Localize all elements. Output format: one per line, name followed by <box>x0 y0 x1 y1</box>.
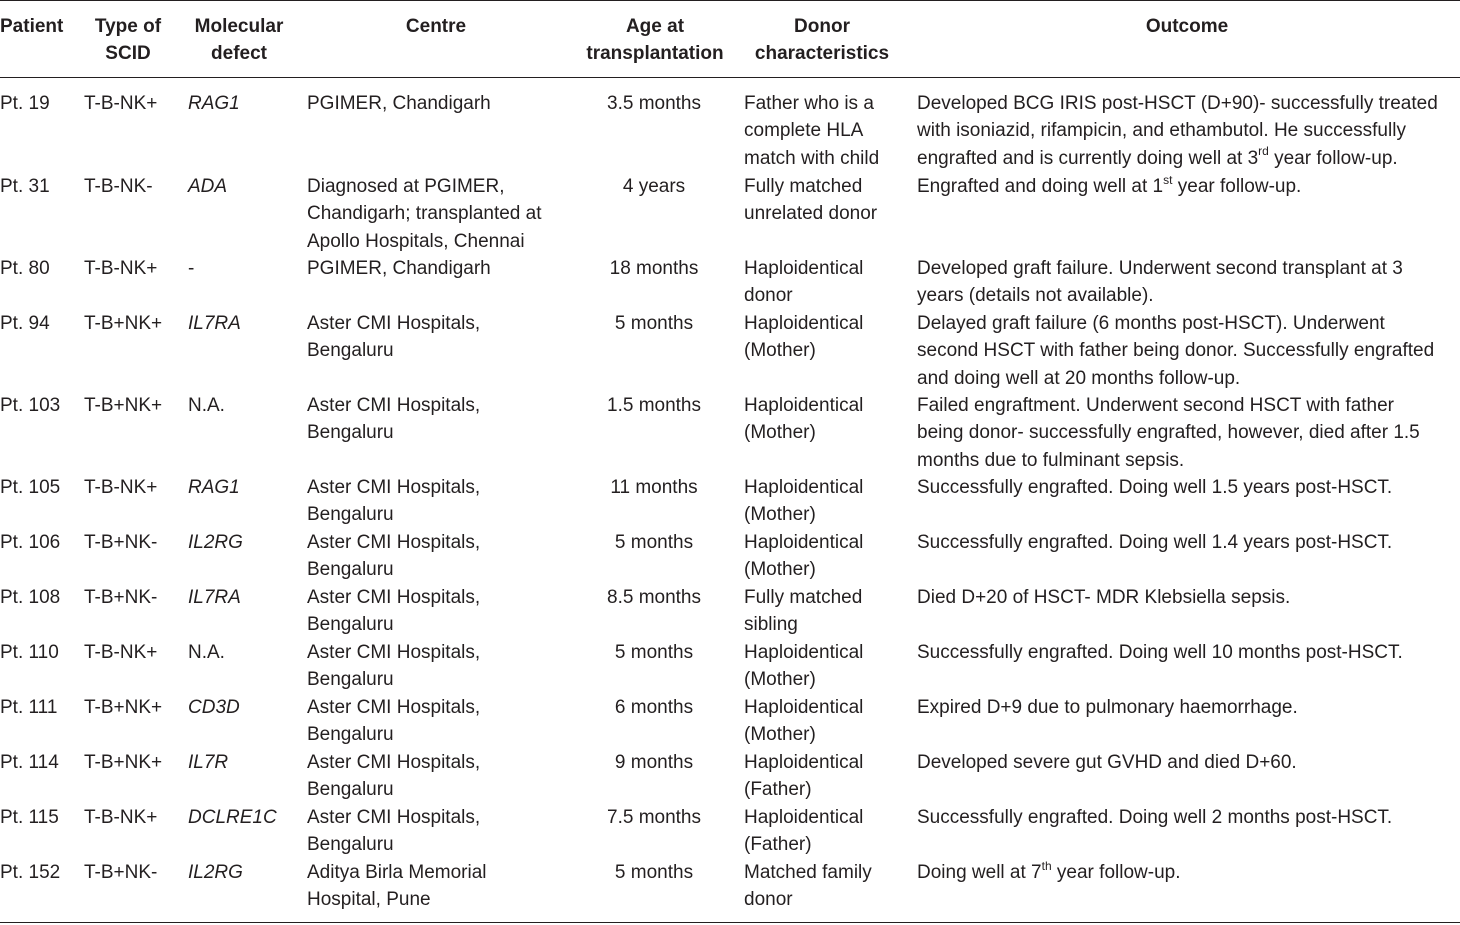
centre-cell-line: Bengaluru <box>307 724 394 746</box>
donor-cell-line: complete HLA <box>744 120 864 142</box>
molecular-defect-cell: RAG1 <box>188 477 240 498</box>
outcome-cell-line: being donor- successfully engrafted, however, died after 1.5 <box>917 422 1420 444</box>
centre-cell <box>307 173 542 255</box>
header-rule <box>0 77 1460 78</box>
header-donor-line: Donor <box>794 16 850 37</box>
outcome-cell-superscript: rd <box>1258 144 1269 159</box>
age-cell: 9 months <box>614 752 694 773</box>
outcome-cell <box>917 529 1392 556</box>
centre-cell-line: Aster CMI Hospitals, <box>307 587 481 608</box>
donor-cell <box>744 694 863 749</box>
donor-cell <box>744 584 862 639</box>
centre-cell-line: PGIMER, Chandigarh <box>307 258 491 279</box>
molecular-defect-cell: N.A. <box>188 642 225 663</box>
patient-cell: Pt. 106 <box>0 532 61 553</box>
donor-cell-line: Haploidentical <box>744 697 864 718</box>
header-type <box>91 13 165 68</box>
donor-cell-line: (Mother) <box>744 559 816 581</box>
outcome-cell-line: with isoniazid, rifampicin, and ethambutol. He successfully <box>917 120 1406 142</box>
outcome-cell-line: Expired D+9 due to pulmonary haemorrhage. <box>917 697 1298 718</box>
centre-cell-line: Aster CMI Hospitals, <box>307 807 481 828</box>
patient-cell: Pt. 94 <box>0 313 50 334</box>
molecular-defect-cell: - <box>188 258 195 279</box>
outcome-cell-line <box>917 859 1180 886</box>
scid-type-cell: T-B+NK+ <box>84 395 163 416</box>
donor-cell-line: sibling <box>744 614 798 636</box>
header-centre-line: Centre <box>405 16 467 37</box>
outcome-cell <box>917 255 1403 310</box>
outcome-cell-line: Successfully engrafted. Doing well 2 months post-HSCT. <box>917 807 1393 828</box>
donor-cell-line: (Mother) <box>744 340 816 362</box>
patient-cell: Pt. 110 <box>0 642 59 663</box>
donor-cell <box>744 749 863 804</box>
molecular-defect-cell: IL2RG <box>188 862 243 883</box>
donor-cell <box>744 90 879 172</box>
outcome-cell-line: and doing well at 20 months follow-up. <box>917 367 1241 389</box>
header-outcome-line: Outcome <box>1145 16 1229 37</box>
centre-cell-line: Bengaluru <box>307 559 394 581</box>
centre-cell <box>307 392 480 447</box>
donor-cell-line: match with child <box>744 147 880 169</box>
outcome-cell-line: Delayed graft failure (6 months post-HSCT). Underwent <box>917 313 1385 334</box>
patient-cell: Pt. 108 <box>0 587 61 608</box>
centre-cell-line: Bengaluru <box>307 834 394 856</box>
centre-cell-line: Aster CMI Hospitals, <box>307 395 481 416</box>
header-donor <box>744 13 900 68</box>
outcome-cell <box>917 694 1298 721</box>
outcome-cell <box>917 804 1392 831</box>
outcome-cell-line: Successfully engrafted. Doing well 1.5 years post-HSCT. <box>917 477 1393 498</box>
donor-cell <box>744 173 877 228</box>
centre-cell <box>307 474 480 529</box>
donor-cell-line: Fully matched <box>744 176 863 197</box>
age-cell: 18 months <box>609 258 699 279</box>
centre-cell <box>307 529 480 584</box>
donor-cell-line: Haploidentical <box>744 532 864 553</box>
outcome-cell-line: Developed severe gut GVHD and died D+60. <box>917 752 1297 773</box>
outcome-cell-line: Successfully engrafted. Doing well 1.4 years post-HSCT. <box>917 532 1393 553</box>
donor-cell-line: Matched family <box>744 862 872 883</box>
header-age-line: Age at <box>625 16 685 37</box>
header-age-line: transplantation <box>586 43 724 65</box>
age-cell: 11 months <box>610 477 698 498</box>
centre-cell-line: Bengaluru <box>307 340 394 362</box>
header-outcome <box>917 13 1457 40</box>
outcome-cell-line: Died D+20 of HSCT- MDR Klebsiella sepsis. <box>917 587 1291 608</box>
outcome-cell-text: year follow-up. <box>1051 862 1181 883</box>
outcome-cell-line <box>917 145 1438 172</box>
molecular-defect-cell: CD3D <box>188 697 240 718</box>
patient-cell: Pt. 105 <box>0 477 61 498</box>
centre-cell-line: Bengaluru <box>307 779 394 801</box>
outcome-cell <box>917 392 1420 474</box>
donor-cell-line: (Mother) <box>744 669 816 691</box>
centre-cell-line: Chandigarh; transplanted at <box>307 203 542 225</box>
outcome-cell-line: months due to fulminant sepsis. <box>917 449 1185 471</box>
scid-type-cell: T-B+NK- <box>84 862 158 883</box>
patient-cell: Pt. 103 <box>0 395 61 416</box>
donor-cell-line: unrelated donor <box>744 203 878 225</box>
patient-cell: Pt. 114 <box>0 752 59 773</box>
centre-cell-line: Hospital, Pune <box>307 889 431 911</box>
outcome-cell-superscript: th <box>1041 858 1052 873</box>
donor-cell-line: (Father) <box>744 834 812 856</box>
centre-cell-line: Bengaluru <box>307 669 394 691</box>
outcome-cell <box>917 584 1290 611</box>
centre-cell <box>307 90 491 117</box>
age-cell: 3.5 months <box>607 93 701 114</box>
age-cell: 5 months <box>614 862 694 883</box>
donor-cell-line: (Mother) <box>744 724 816 746</box>
outcome-cell-text: engrafted and is currently doing well at 3 <box>917 147 1259 169</box>
outcome-cell-line: Developed graft failure. Underwent second transplant at 3 <box>917 258 1403 279</box>
header-type-line: SCID <box>105 43 151 65</box>
donor-cell-line: Haploidentical <box>744 313 864 334</box>
molecular-defect-cell: IL7RA <box>188 587 241 608</box>
scid-type-cell: T-B+NK+ <box>84 313 163 334</box>
donor-cell <box>744 859 872 914</box>
scid-type-cell: T-B+NK+ <box>84 697 163 718</box>
outcome-cell-text: year follow-up. <box>1172 176 1302 197</box>
donor-cell-line: Father who is a <box>744 93 874 114</box>
outcome-cell-text: Doing well at 7 <box>917 862 1042 883</box>
header-age <box>580 13 730 68</box>
outcome-cell <box>917 639 1403 666</box>
centre-cell <box>307 749 480 804</box>
outcome-cell <box>917 90 1438 172</box>
centre-cell-line: Aster CMI Hospitals, <box>307 313 481 334</box>
scid-type-cell: T-B-NK+ <box>84 477 158 498</box>
donor-cell-line: Haploidentical <box>744 807 864 828</box>
donor-cell-line: (Mother) <box>744 504 816 526</box>
header-centre <box>307 13 565 40</box>
centre-cell-line: Bengaluru <box>307 504 394 526</box>
donor-cell-line: donor <box>744 889 793 911</box>
centre-cell <box>307 639 480 694</box>
donor-cell <box>744 392 863 447</box>
header-molecular-line: Molecular <box>194 16 284 37</box>
header-patient <box>0 13 63 40</box>
age-cell: 7.5 months <box>607 807 701 828</box>
centre-cell-line: Aster CMI Hospitals, <box>307 752 481 773</box>
centre-cell <box>307 584 480 639</box>
outcome-cell-line: Failed engraftment. Underwent second HSCT with father <box>917 395 1394 416</box>
scid-type-cell: T-B-NK+ <box>84 642 158 663</box>
header-patient-line: Patient <box>0 16 64 37</box>
outcome-cell <box>917 310 1434 392</box>
patient-cell: Pt. 111 <box>0 697 58 718</box>
age-cell: 5 months <box>614 313 694 334</box>
top-rule <box>0 0 1460 1</box>
outcome-cell-superscript: st <box>1163 172 1173 187</box>
header-type-line: Type of <box>94 16 162 37</box>
patient-cell: Pt. 19 <box>0 93 50 114</box>
age-cell: 5 months <box>614 532 694 553</box>
scid-type-cell: T-B+NK- <box>84 532 158 553</box>
donor-cell-line: Haploidentical <box>744 642 864 663</box>
outcome-cell-line: second HSCT with father being donor. Successfully engrafted <box>917 340 1435 362</box>
patient-cell: Pt. 152 <box>0 862 61 883</box>
centre-cell <box>307 694 480 749</box>
scid-type-cell: T-B+NK+ <box>84 752 163 773</box>
donor-cell-line: (Mother) <box>744 422 816 444</box>
centre-cell-line: PGIMER, Chandigarh <box>307 93 491 114</box>
molecular-defect-cell: IL7RA <box>188 313 241 334</box>
age-cell: 8.5 months <box>607 587 701 608</box>
bottom-rule <box>0 922 1460 923</box>
patient-cell: Pt. 31 <box>0 176 50 197</box>
donor-cell-line: (Father) <box>744 779 812 801</box>
age-cell: 5 months <box>614 642 694 663</box>
donor-cell <box>744 310 863 365</box>
outcome-cell-line: Successfully engrafted. Doing well 10 months post-HSCT. <box>917 642 1403 663</box>
age-cell: 6 months <box>614 697 694 718</box>
outcome-cell <box>917 173 1301 200</box>
outcome-cell-line: years (details not available). <box>917 285 1154 307</box>
header-molecular-line: defect <box>211 43 267 65</box>
outcome-cell <box>917 474 1392 501</box>
outcome-cell-line <box>917 173 1301 200</box>
donor-cell-line: Haploidentical <box>744 395 864 416</box>
donor-cell <box>744 529 863 584</box>
centre-cell-line: Aster CMI Hospitals, <box>307 642 481 663</box>
centre-cell <box>307 804 480 859</box>
donor-cell-line: Fully matched <box>744 587 863 608</box>
molecular-defect-cell: DCLRE1C <box>188 807 277 828</box>
donor-cell-line: Haploidentical <box>744 477 864 498</box>
patient-cell: Pt. 80 <box>0 258 50 279</box>
outcome-cell-text: year follow-up. <box>1268 147 1398 169</box>
header-donor-line: characteristics <box>754 43 890 65</box>
scid-type-cell: T-B+NK- <box>84 587 158 608</box>
centre-cell <box>307 859 487 914</box>
molecular-defect-cell: ADA <box>188 176 228 197</box>
centre-cell-line: Aster CMI Hospitals, <box>307 532 481 553</box>
donor-cell <box>744 804 863 859</box>
centre-cell-line: Bengaluru <box>307 614 394 636</box>
scid-type-cell: T-B-NK+ <box>84 807 158 828</box>
outcome-cell-text: Engrafted and doing well at 1 <box>917 176 1164 197</box>
scid-type-cell: T-B-NK+ <box>84 93 158 114</box>
outcome-cell <box>917 859 1180 886</box>
donor-cell <box>744 255 863 310</box>
donor-cell <box>744 474 863 529</box>
centre-cell-line: Aster CMI Hospitals, <box>307 477 481 498</box>
centre-cell-line: Aditya Birla Memorial <box>307 862 487 883</box>
age-cell: 4 years <box>622 176 686 197</box>
centre-cell-line: Aster CMI Hospitals, <box>307 697 481 718</box>
centre-cell <box>307 310 480 365</box>
scid-type-cell: T-B-NK- <box>84 176 153 197</box>
outcome-cell-line: Developed BCG IRIS post-HSCT (D+90)- successfully treated <box>917 93 1438 114</box>
donor-cell-line: donor <box>744 285 793 307</box>
molecular-defect-cell: IL2RG <box>188 532 243 553</box>
centre-cell-line: Bengaluru <box>307 422 394 444</box>
molecular-defect-cell: RAG1 <box>188 93 240 114</box>
donor-cell-line: Haploidentical <box>744 752 864 773</box>
patient-cell: Pt. 115 <box>0 807 59 828</box>
donor-cell <box>744 639 863 694</box>
scid-type-cell: T-B-NK+ <box>84 258 158 279</box>
molecular-defect-cell: IL7R <box>188 752 229 773</box>
centre-cell-line: Diagnosed at PGIMER, <box>307 176 505 197</box>
outcome-cell <box>917 749 1297 776</box>
age-cell: 1.5 months <box>607 395 701 416</box>
centre-cell <box>307 255 491 282</box>
centre-cell-line: Apollo Hospitals, Chennai <box>307 230 525 252</box>
header-molecular <box>188 13 290 68</box>
donor-cell-line: Haploidentical <box>744 258 864 279</box>
molecular-defect-cell: N.A. <box>188 395 225 416</box>
